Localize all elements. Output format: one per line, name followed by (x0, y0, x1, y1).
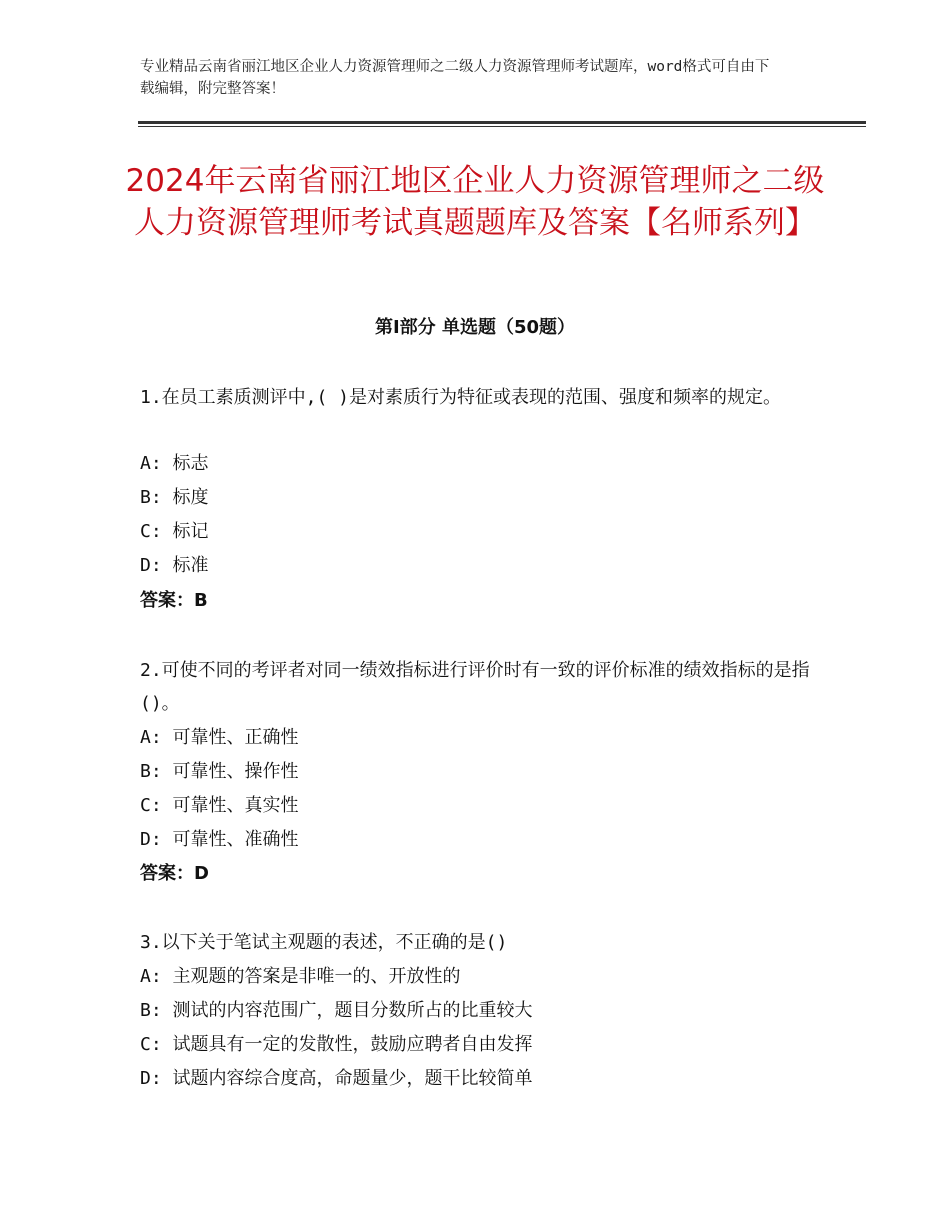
question-3-option-d: D: 试题内容综合度高，命题量少，题干比较简单 (140, 1068, 533, 1089)
question-1-stem: 1.在员工素质测评中,( )是对素质行为特征或表现的范围、强度和频率的规定。 (140, 387, 782, 408)
question-3-option-c: C: 试题具有一定的发散性，鼓励应聘者自由发挥 (140, 1034, 533, 1055)
header-note: 专业精品云南省丽江地区企业人力资源管理师之二级人力资源管理师考试题库，word格式可自由下载编辑，附完整答案！ (140, 59, 770, 97)
document-title: 2024年云南省丽江地区企业人力资源管理师之二级人力资源管理师考试真题题库及答案【名师系列】 (125, 163, 825, 241)
header-rule-thick (138, 121, 866, 124)
question-3-option-a: A: 主观题的答案是非唯一的、开放性的 (140, 966, 461, 987)
question-1-option-c: C: 标记 (140, 521, 209, 542)
question-2-option-d: D: 可靠性、准确性 (140, 829, 299, 850)
question-2-option-b: B: 可靠性、操作性 (140, 761, 299, 782)
question-2-answer: 答案：D (140, 863, 209, 884)
header-rule-thin (138, 126, 866, 127)
question-1-answer: 答案：B (140, 590, 208, 611)
question-1-option-b: B: 标度 (140, 487, 209, 508)
question-3-stem: 3.以下关于笔试主观题的表述，不正确的是() (140, 932, 508, 953)
section-title: 第Ⅰ部分 单选题（50题） (374, 317, 575, 338)
question-2-option-a: A: 可靠性、正确性 (140, 727, 299, 748)
question-1-option-a: A: 标志 (140, 453, 209, 474)
question-2-stem: 2.可使不同的考评者对同一绩效指标进行评价时有一致的评价标准的绩效指标的是指()。 (140, 660, 810, 714)
question-1-option-d: D: 标准 (140, 555, 209, 576)
question-3-option-b: B: 测试的内容范围广，题目分数所占的比重较大 (140, 1000, 533, 1021)
question-2-option-c: C: 可靠性、真实性 (140, 795, 299, 816)
